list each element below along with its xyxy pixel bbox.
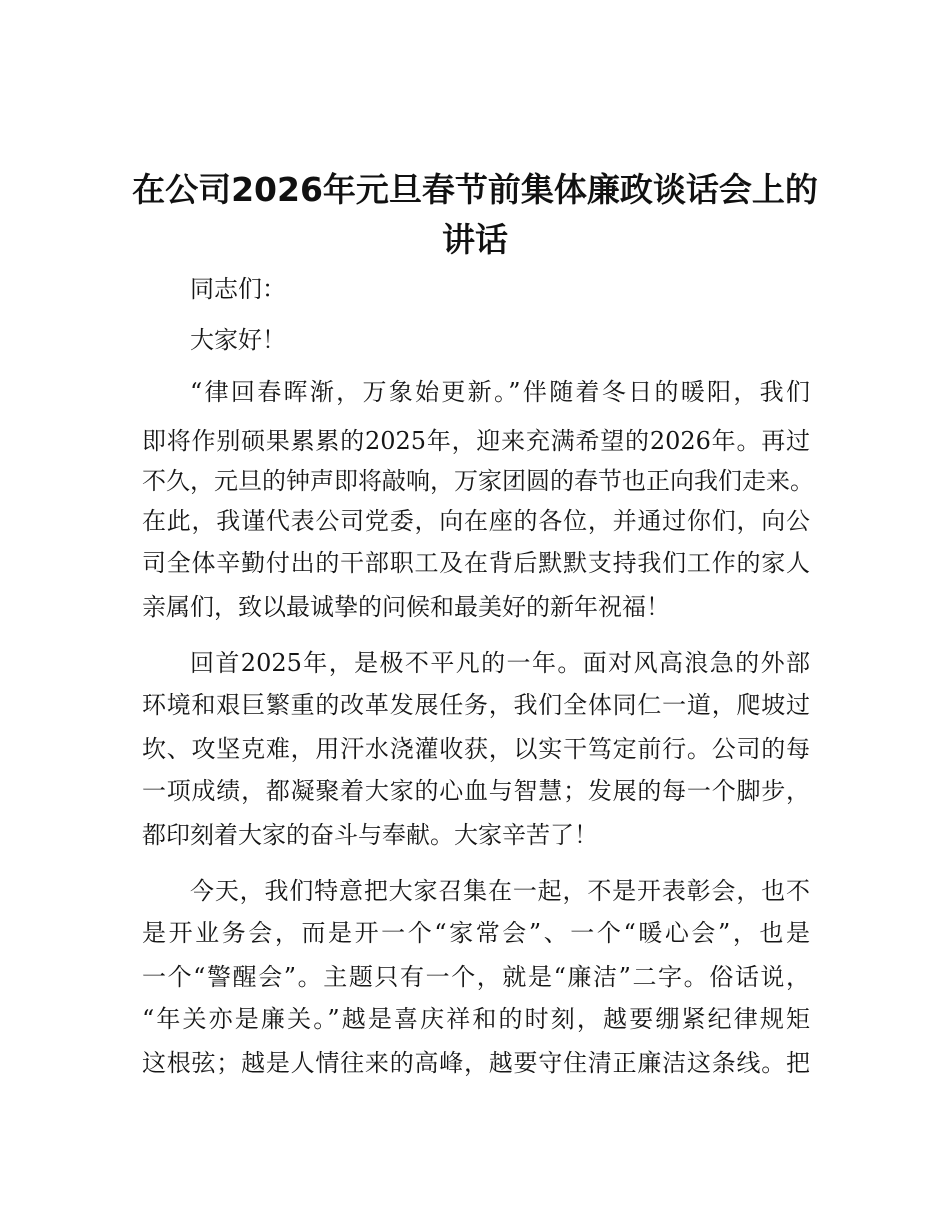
paragraph-1-line: “律回春晖渐，万象始更新。”伴随着冬日的暖阳，我们 xyxy=(190,378,810,406)
paragraph-3-line: “年关亦是廉关。”越是喜庆祥和的时刻，越要绷紧纪律规矩 xyxy=(142,1005,810,1033)
document-title-line-2: 讲话 xyxy=(442,220,508,259)
paragraph-1-line: 司全体辛勤付出的干部职工及在背后默默支持我们工作的家人 xyxy=(142,549,810,577)
salutation: 同志们： xyxy=(190,275,286,303)
paragraph-3-line: 一个“警醒会”。主题只有一个，就是“廉洁”二字。俗话说， xyxy=(142,963,810,991)
paragraph-2-line: 回首2025年，是极不平凡的一年。面对风高浪急的外部 xyxy=(190,649,810,677)
greeting: 大家好！ xyxy=(190,326,286,354)
paragraph-1-line: 即将作别硕果累累的2025年，迎来充满希望的2026年。再过 xyxy=(142,427,810,455)
paragraph-3-line: 今天，我们特意把大家召集在一起，不是开表彰会，也不 xyxy=(190,877,810,905)
paragraph-3-line: 这根弦；越是人情往来的高峰，越要守住清正廉洁这条线。把 xyxy=(142,1049,810,1077)
document-title-line-1: 在公司2026年元旦春节前集体廉政谈话会上的 xyxy=(132,170,818,209)
paragraph-3-line: 是开业务会，而是开一个“家常会”、一个“暖心会”，也是 xyxy=(142,919,810,947)
paragraph-2-line: 一项成绩，都凝聚着大家的心血与智慧；发展的每一个脚步， xyxy=(142,777,810,805)
paragraph-2-line: 环境和艰巨繁重的改革发展任务，我们全体同仁一道，爬坡过 xyxy=(142,691,810,719)
paragraph-2-line: 都印刻着大家的奋斗与奉献。大家辛苦了！ xyxy=(142,821,598,849)
paragraph-1-line: 不久，元旦的钟声即将敲响，万家团圆的春节也正向我们走来。 xyxy=(142,467,814,495)
paragraph-1-line: 亲属们，致以最诚挚的问候和最美好的新年祝福！ xyxy=(142,593,670,621)
paragraph-1-line: 在此，我谨代表公司党委，向在座的各位，并通过你们，向公 xyxy=(142,507,810,535)
paragraph-2-line: 坎、攻坚克难，用汗水浇灌收获，以实干笃定前行。公司的每 xyxy=(142,735,810,763)
